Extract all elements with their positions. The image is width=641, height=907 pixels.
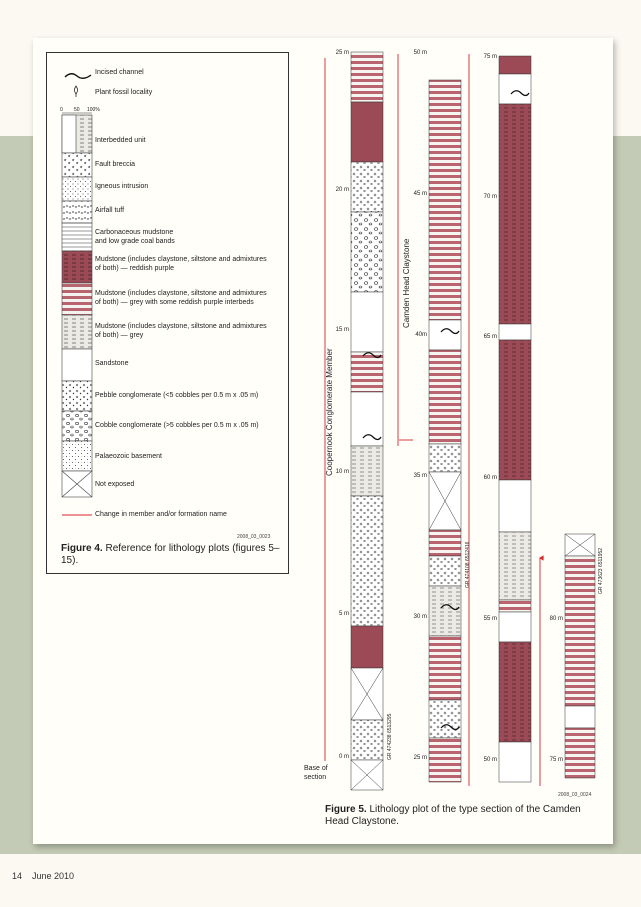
legend-box	[46, 52, 289, 574]
legend-label-mud-purple: Mudstone (includes claystone, siltstone and admixtures of both) — reddish purple	[95, 256, 267, 272]
swatch-mud-purple	[62, 251, 92, 283]
column-2	[429, 80, 461, 782]
base-label-1: Base of	[304, 765, 328, 772]
legend-label-cobble: Cobble conglomerate (>5 cobbles per 0.5 m x .05 m)	[95, 422, 259, 429]
figure-card	[33, 38, 613, 844]
depth-col3-65: 65 m	[483, 334, 497, 340]
figure5-caption-text: Lithology plot of the type section of the Camden Head Claystone.	[325, 804, 581, 827]
swatch-interbedded-left	[62, 115, 76, 153]
depth-col1-10: 10 m	[335, 469, 349, 475]
depth-col4-80: 80 m	[549, 616, 563, 622]
depth-col1-25: 25 m	[335, 50, 349, 56]
grid-ref-2: GR 474108 6512416	[465, 541, 471, 588]
legend-label-mud-grey: Mudstone (includes claystone, siltstone and admixtures of both) — grey	[95, 323, 267, 339]
legend-label-change: Change in member and/or formation name	[95, 511, 227, 518]
legend-label-incised: Incised channel	[95, 69, 144, 76]
legend-label-pebble: Pebble conglomerate (<5 cobbles per 0.5 m x .05 m)	[95, 392, 259, 399]
column-4	[565, 534, 595, 778]
figure4-caption	[61, 543, 296, 567]
depth-col3-50: 50 m	[483, 757, 497, 763]
scale-label-100: 100%	[87, 107, 100, 113]
depth-col2-45: 45 m	[413, 191, 427, 197]
depth-col3-70: 70 m	[483, 194, 497, 200]
depth-col3-60: 60 m	[483, 475, 497, 481]
swatch-fault-breccia	[62, 153, 92, 177]
page-footer	[12, 871, 74, 881]
legend-label-sandstone: Sandstone	[95, 360, 129, 367]
lithology-plot	[303, 46, 613, 798]
page-number: 14	[12, 871, 23, 881]
legend-label-not-exposed: Not exposed	[95, 481, 135, 488]
depth-col3-75: 75 m	[483, 54, 497, 60]
depth-col1-20: 20 m	[335, 187, 349, 193]
scale-label-0: 0	[60, 107, 63, 113]
depth-col2-35: 35 m	[413, 473, 427, 479]
column-3	[499, 56, 531, 782]
figure4-caption-text: Reference for lithology plots (figures 5–15).	[61, 543, 280, 566]
legend-swatches	[47, 53, 288, 523]
legend-label-breccia: Fault breccia	[95, 161, 136, 168]
depth-col1-0: 0 m	[338, 754, 349, 760]
swatch-mud-grey-purple	[62, 283, 92, 315]
legend-label-igneous: Igneous intrusion	[95, 183, 149, 190]
legend-label-carbonaceous: Carbonaceous mudstone and low grade coal bands	[95, 229, 175, 245]
incised-channel-icon	[65, 74, 91, 79]
depth-col4-75: 75 m	[549, 757, 563, 763]
swatch-airfall	[62, 201, 92, 223]
formation-label: Camden Head Claystone	[402, 238, 411, 328]
swatch-mud-grey	[62, 315, 92, 349]
legend-label-plant: Plant fossil locality	[95, 89, 153, 96]
swatch-carbonaceous	[62, 223, 92, 251]
depth-col2-50: 50 m	[413, 50, 427, 56]
depth-col1-15: 15 m	[335, 327, 349, 333]
plant-fossil-icon	[75, 86, 78, 97]
figure4-label: Figure 4.	[61, 543, 103, 554]
scale-label-50: 50	[74, 107, 80, 113]
figure5-caption	[325, 804, 595, 828]
figure5-label: Figure 5.	[325, 804, 367, 815]
depth-col2-25: 25 m	[413, 755, 427, 761]
legend-label-mud-grey-purple: Mudstone (includes claystone, siltstone and admixtures of both) — grey with some reddish purple interbeds	[95, 290, 267, 306]
swatch-igneous	[62, 177, 92, 201]
legend-label-airfall: Airfall tuff	[95, 207, 125, 214]
swatch-pebble	[62, 381, 92, 411]
page-date: June 2010	[32, 871, 75, 881]
depth-col2-30: 30 m	[413, 614, 427, 620]
swatch-palaeozoic	[62, 441, 92, 471]
legend-label-palaeozoic: Palaeozoic basement	[95, 453, 162, 460]
swatch-sandstone	[62, 349, 92, 381]
grid-ref-1: GR 474238 6513295	[387, 713, 393, 760]
swatch-cobble	[62, 411, 92, 441]
figure4-code: 2008_03_0023	[237, 534, 271, 540]
depth-col3-55: 55 m	[483, 616, 497, 622]
depth-col1-5: 5 m	[338, 611, 349, 617]
grid-ref-3: GR 473623 6511952	[598, 547, 604, 594]
column-1	[351, 52, 383, 790]
member-label: Coopernook Conglomerate Member	[325, 348, 334, 476]
figure5-code: 2008_03_0024	[558, 792, 592, 798]
legend-label-interbedded: Interbedded unit	[95, 137, 146, 144]
base-label-2: section	[304, 774, 327, 781]
depth-col2-40: 40m	[415, 332, 427, 338]
